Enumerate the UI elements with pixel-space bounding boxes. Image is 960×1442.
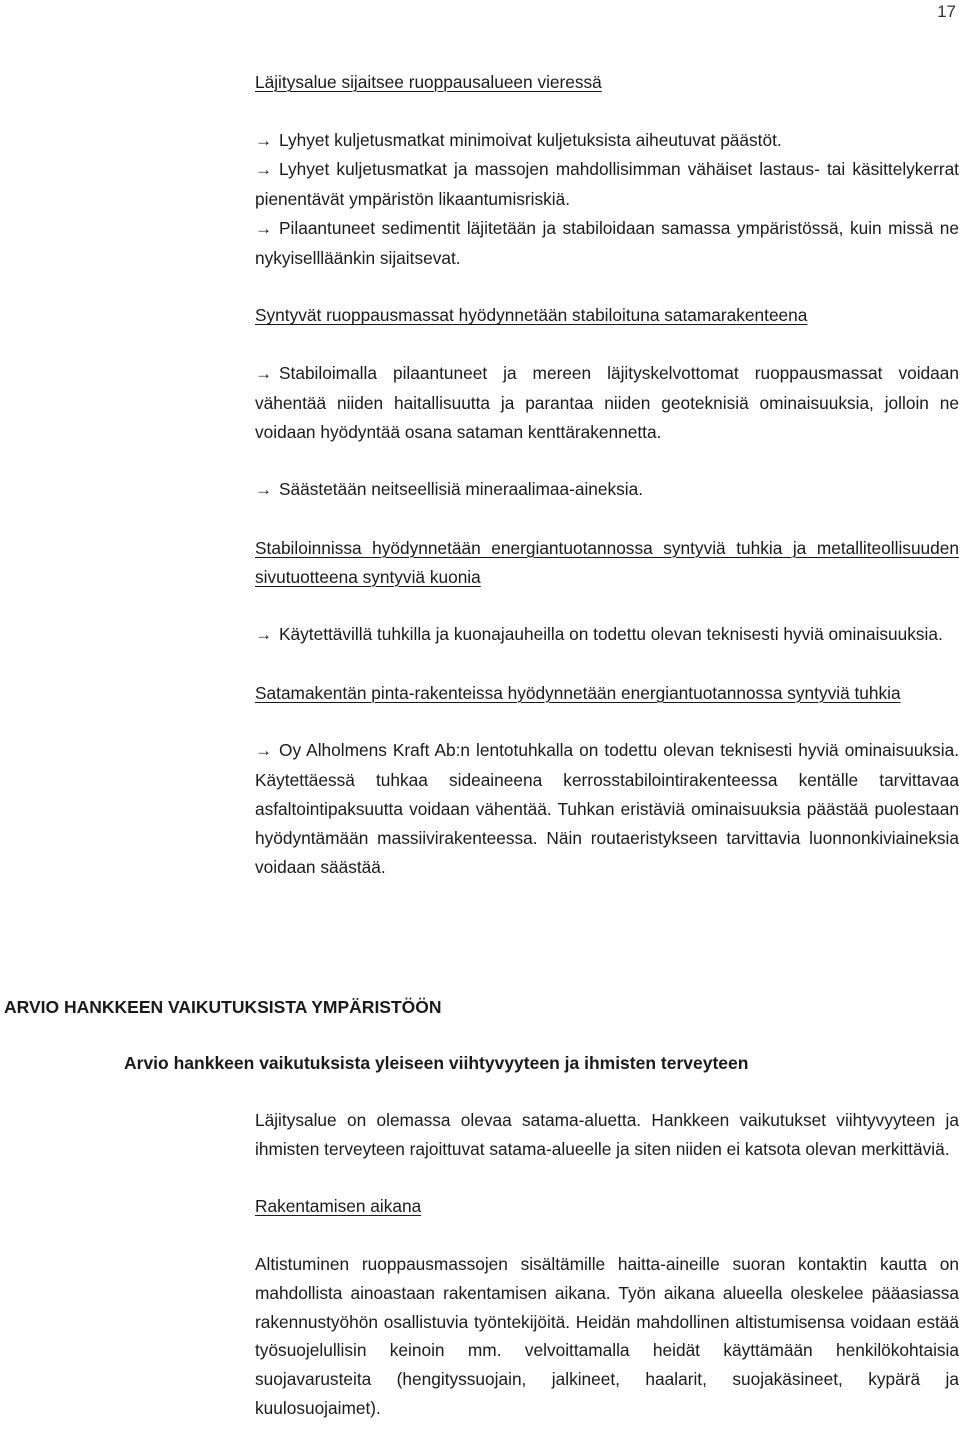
bullet-2-2: → Säästetään neitseellisiä mineraalimaa-aineksia.: [255, 475, 959, 505]
intro-paragraph: Läjitysalue on olemassa olevaa satama-aluetta. Hankkeen vaikutukset viihtyvyyteen ja ihmisten terveyteen rajoittuvat satama-alueelle ja siten niiden ei katsota olevan merkittäviä.: [255, 1110, 959, 1159]
bullet-1-1: → Lyhyet kuljetusmatkat minimoivat kuljetuksista aiheutuvat päästöt.: [255, 126, 959, 156]
bullet-1-2: → Lyhyet kuljetusmatkat ja massojen mahdollisimman vähäiset lastaus- tai käsittelykerrat pienentävät ympäristön likaantumisriskiä.: [255, 155, 959, 214]
subsection-title: Arvio hankkeen vaikutuksista yleiseen viihtyvyyteen ja ihmisten terveyteen: [124, 1053, 749, 1073]
construction-heading: Rakentamisen aikana: [255, 1196, 422, 1217]
lower-content: [255, 1106, 959, 1423]
bullet-4-1: → Oy Alholmens Kraft Ab:n lentotuhkalla on todettu olevan teknisesti hyviä ominaisuuksia. Käytettäessä tuhkaa sideaineena kerrosstabilointirakenteessa kentälle tarvittavaa asfaltointipaksuutta voidaan vähentää. Tuhkan eristäviä ominaisuuksia päästää puolestaan hyödyntämään massiivirakenteessa. Näin routaeristykseen tarvittavia luonnonkiviaineksia voidaan säästää.: [255, 736, 959, 881]
construction-paragraph: Altistuminen ruoppausmassojen sisältämille haitta-aineille suoran kontaktin kautta on mahdollista ainoastaan rakentamisen aikana. Työn aikana alueella oleskelee pääasiassa rakennustyöhön osallistuvia työntekijöitä. Heidän mahdollinen altistumisensa voidaan estää työsuojelullisin keinoin mm. velvoittamalla heidät käyttämään henkilökohtaisia suojavarusteita (hengityssuojain, jalkineet, haalarit, suojakäsineet, kypärä ja kuulosuojaimet).: [255, 1253, 959, 1418]
arrow-icon: →: [255, 218, 272, 238]
bullet-2-1: → Stabiloimalla pilaantuneet ja mereen läjityskelvottomat ruoppausmassat voidaan vähentää niiden haitallisuutta ja parantaa niiden geoteknisiä ominaisuuksia, jolloin ne voidaan hyödyntää osana sataman kenttärakennetta.: [255, 359, 959, 446]
arrow-icon: →: [255, 625, 272, 645]
bullet-1-3: → Pilaantuneet sedimentit läjitetään ja stabiloidaan samassa ympäristössä, kuin missä ne nykyisellläänkin sijaitsevat.: [255, 214, 959, 273]
arrow-icon: →: [255, 130, 272, 150]
bullet-3-1: → Käytettävillä tuhkilla ja kuonajauheilla on todettu olevan teknisesti hyviä ominaisuuksia.: [255, 620, 959, 650]
section-heading-4: Satamakentän pinta-rakenteissa hyödynnetään energiantuotannossa syntyviä tuhkia: [255, 682, 901, 703]
section-heading-3: Stabiloinnissa hyödynnetään energiantuotannossa syntyviä tuhkia ja metalliteollisuuden sivutuotteena syntyviä kuonia: [255, 537, 959, 587]
arrow-icon: →: [255, 741, 272, 761]
page-number: 17: [937, 2, 956, 21]
arrow-icon: →: [255, 160, 272, 180]
main-section-title: ARVIO HANKKEEN VAIKUTUKSISTA YMPÄRISTÖÖN: [4, 997, 442, 1017]
arrow-icon: →: [255, 480, 272, 500]
section-heading-2: Syntyvät ruoppausmassat hyödynnetään stabiloituna satamarakenteena: [255, 305, 808, 326]
arrow-icon: →: [255, 363, 272, 383]
upper-content: [255, 68, 959, 881]
section-heading-1: Läjitysalue sijaitsee ruoppausalueen vieressä: [255, 72, 602, 92]
